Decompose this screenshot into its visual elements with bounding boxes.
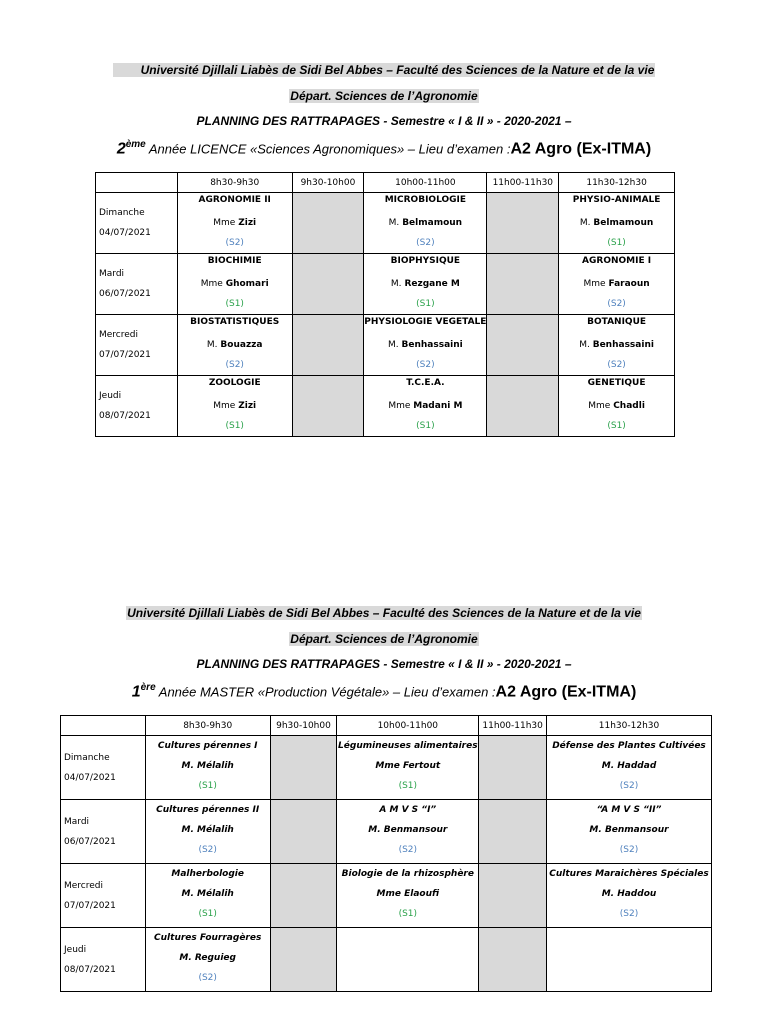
exam-cell: Malherbologie M. Mélalih (S1) xyxy=(145,864,270,928)
break-cell xyxy=(270,800,337,864)
header-slot-1: 8h30-9h30 xyxy=(145,716,270,736)
table-header-row xyxy=(96,173,675,193)
exam-cell-empty xyxy=(337,928,479,992)
break-cell xyxy=(292,315,364,376)
exam-cell: Défense des Plantes Cultivées M. Haddad (S2) xyxy=(547,736,712,800)
exam-cell: AGRONOMIE II Mme Zizi (S2) xyxy=(177,193,292,254)
year-program-line: 2ème Année LICENCE «Sciences Agronomiques» – Lieu d’examen :A2 Agro (Ex-ITMA) xyxy=(116,139,652,158)
schedule-table xyxy=(60,715,712,992)
table-row xyxy=(96,193,675,254)
exam-cell: Cultures Maraichères Spéciales M. Haddou (S2) xyxy=(547,864,712,928)
break-cell xyxy=(479,736,547,800)
exam-cell: Cultures pérennes I M. Mélalih (S1) xyxy=(145,736,270,800)
break-cell xyxy=(479,864,547,928)
header-break-2: 11h00-11h30 xyxy=(487,173,559,193)
header-break-1: 9h30-10h00 xyxy=(292,173,364,193)
break-cell xyxy=(270,736,337,800)
exam-cell: PHYSIO-ANIMALE M. Belmamoun (S1) xyxy=(559,193,675,254)
department-header: Départ. Sciences de l’Agronomie xyxy=(290,632,478,646)
exam-location: A2 Agro (Ex-ITMA) xyxy=(495,683,637,701)
header-slot-3: 11h30-12h30 xyxy=(559,173,675,193)
break-cell xyxy=(479,928,547,992)
table-row xyxy=(61,800,712,864)
day-cell: Jeudi 08/07/2021 xyxy=(96,376,178,437)
exam-cell: “A M V S “II” M. Benmansour (S2) xyxy=(547,800,712,864)
planning-title: PLANNING DES RATTRAPAGES - Semestre « I & II » - 2020-2021 – xyxy=(196,114,572,128)
exam-cell-empty xyxy=(547,928,712,992)
year-program-line: 1ère Année MASTER «Production Végétale» – Lieu d’examen :A2 Agro (Ex-ITMA) xyxy=(131,682,637,701)
table-row xyxy=(96,254,675,315)
exam-cell: BIOSTATISTIQUES M. Bouazza (S2) xyxy=(177,315,292,376)
day-cell: Dimanche 04/07/2021 xyxy=(61,736,146,800)
schedule-table xyxy=(95,172,675,437)
exam-cell: GENETIQUE Mme Chadli (S1) xyxy=(559,376,675,437)
exam-cell: PHYSIOLOGIE VEGETALE M. Benhassaini (S2) xyxy=(364,315,487,376)
exam-cell: Biologie de la rhizosphère Mme Elaoufi (S1) xyxy=(337,864,479,928)
break-cell xyxy=(487,315,559,376)
exam-location: A2 Agro (Ex-ITMA) xyxy=(510,140,652,158)
day-cell: Mardi 06/07/2021 xyxy=(96,254,178,315)
header-day xyxy=(96,173,178,193)
break-cell xyxy=(487,254,559,315)
break-cell xyxy=(292,254,364,315)
break-cell xyxy=(292,193,364,254)
header-slot-1: 8h30-9h30 xyxy=(177,173,292,193)
break-cell xyxy=(292,376,364,437)
day-cell: Dimanche 04/07/2021 xyxy=(96,193,178,254)
break-cell xyxy=(270,864,337,928)
table-header-row xyxy=(61,716,712,736)
exam-cell: MICROBIOLOGIE M. Belmamoun (S2) xyxy=(364,193,487,254)
exam-cell: BIOPHYSIQUE M. Rezgane M (S1) xyxy=(364,254,487,315)
table-row xyxy=(61,928,712,992)
planning-title: PLANNING DES RATTRAPAGES - Semestre « I & II » - 2020-2021 – xyxy=(196,657,572,671)
exam-cell: BOTANIQUE M. Benhassaini (S2) xyxy=(559,315,675,376)
table-row xyxy=(96,376,675,437)
exam-cell: A M V S “I” M. Benmansour (S2) xyxy=(337,800,479,864)
exam-cell: Légumineuses alimentaires Mme Fertout (S1) xyxy=(337,736,479,800)
exam-cell: T.C.E.A. Mme Madani M (S1) xyxy=(364,376,487,437)
header-slot-2: 10h00-11h00 xyxy=(337,716,479,736)
exam-cell: ZOOLOGIE Mme Zizi (S1) xyxy=(177,376,292,437)
department-header: Départ. Sciences de l’Agronomie xyxy=(290,89,478,103)
break-cell xyxy=(487,193,559,254)
university-header: Université Djillali Liabès de Sidi Bel Abbes – Faculté des Sciences de la Nature et de la vie xyxy=(0,62,768,78)
table-row xyxy=(96,315,675,376)
exam-cell: BIOCHIMIE Mme Ghomari (S1) xyxy=(177,254,292,315)
day-cell: Mercredi 07/07/2021 xyxy=(61,864,146,928)
header-break-2: 11h00-11h30 xyxy=(479,716,547,736)
header-slot-3: 11h30-12h30 xyxy=(547,716,712,736)
exam-cell: Cultures Fourragères M. Reguieg (S2) xyxy=(145,928,270,992)
exam-cell: AGRONOMIE I Mme Faraoun (S2) xyxy=(559,254,675,315)
table-row xyxy=(61,736,712,800)
university-header: Université Djillali Liabès de Sidi Bel Abbes – Faculté des Sciences de la Nature et de la vie xyxy=(127,606,641,620)
exam-cell: Cultures pérennes II M. Mélalih (S2) xyxy=(145,800,270,864)
header-slot-2: 10h00-11h00 xyxy=(364,173,487,193)
header-day xyxy=(61,716,146,736)
break-cell xyxy=(479,800,547,864)
day-cell: Mercredi 07/07/2021 xyxy=(96,315,178,376)
table-row xyxy=(61,864,712,928)
break-cell xyxy=(487,376,559,437)
header-break-1: 9h30-10h00 xyxy=(270,716,337,736)
day-cell: Jeudi 08/07/2021 xyxy=(61,928,146,992)
break-cell xyxy=(270,928,337,992)
day-cell: Mardi 06/07/2021 xyxy=(61,800,146,864)
